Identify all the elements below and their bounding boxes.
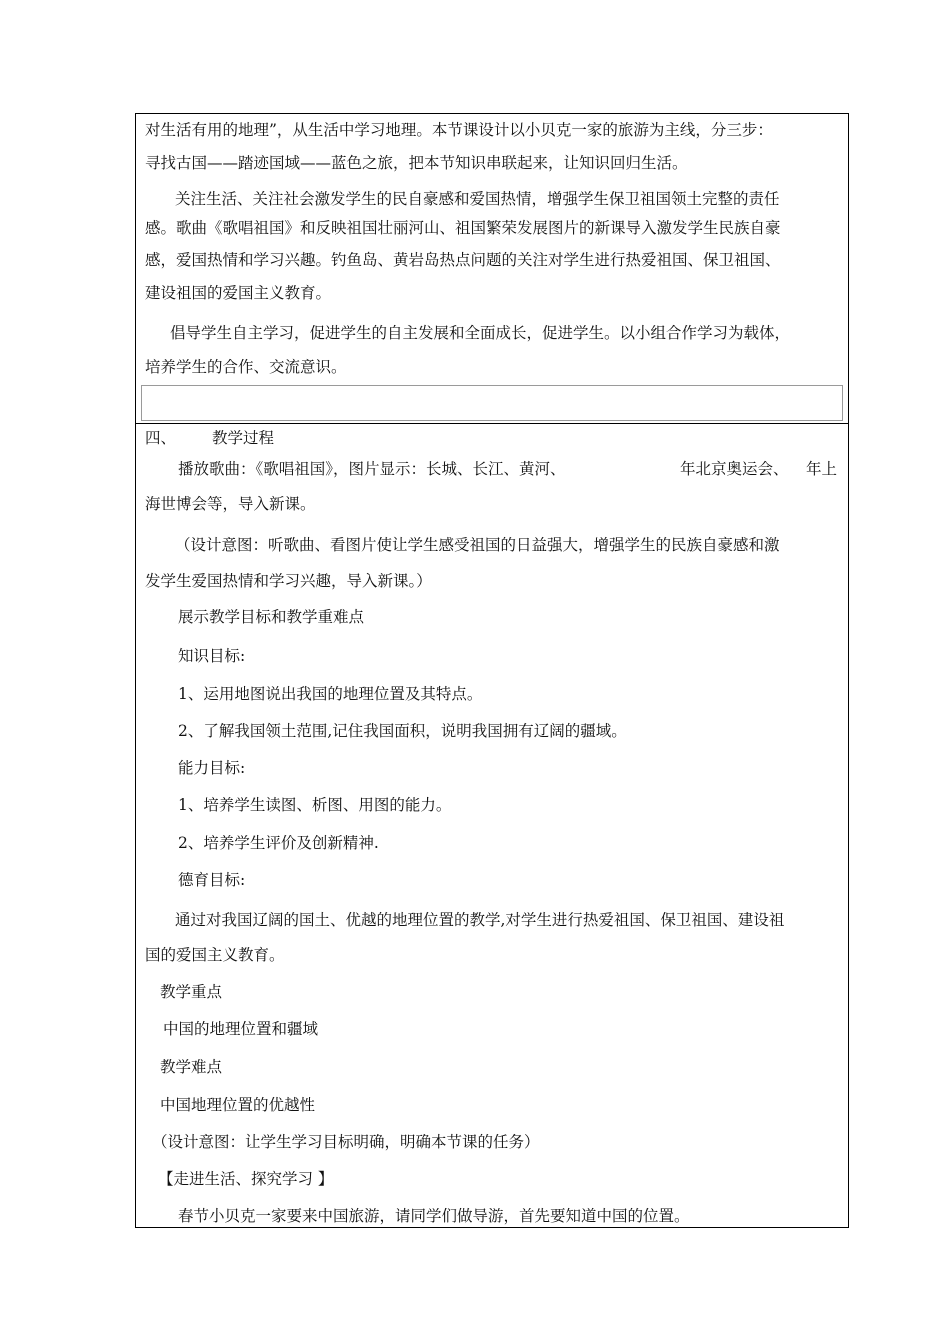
- intro-text: 播放歌曲：《歌唱祖国》，图片显示：长城、长江、黄河、: [178, 460, 566, 478]
- ability-goal-label: 能力目标:: [178, 759, 246, 777]
- paragraph-line: 倡导学生自主学习，促进学生的自主发展和全面成长，促进学生。以小组合作学习为载体，: [170, 324, 791, 342]
- design-intent: （设计意图：让学生学习目标明确，明确本节课的任务）: [152, 1133, 540, 1151]
- paragraph-line: 建设祖国的爱国主义教育。: [145, 284, 332, 302]
- intro-text: 年上: [806, 460, 838, 478]
- ability-item: 2、培养学生评价及创新精神.: [178, 834, 379, 852]
- design-intent: （设计意图：听歌曲、看图片使让学生感受祖国的日益强大，增强学生的民族自豪感和激: [175, 536, 780, 554]
- moral-text: 国的爱国主义教育。: [145, 946, 285, 964]
- paragraph-line: 对生活有用的地理”，从生活中学习地理。本节课设计以小贝克一家的旅游为主线，分三步：: [145, 121, 773, 139]
- paragraph-line: 寻找古国——踏迹国域——蓝色之旅，把本节知识串联起来，让知识回归生活。: [145, 154, 688, 172]
- paragraph-line: 感。歌曲《歌唱祖国》和反映祖国壮丽河山、祖国繁荣发展图片的新课导入激发学生民族自豪: [145, 219, 781, 237]
- explore-heading: 【走进生活、探究学习 】: [158, 1170, 334, 1188]
- key-point-label: 教学重点: [160, 983, 223, 1001]
- section-number: 四、: [145, 429, 177, 447]
- ability-item: 1、培养学生读图、析图、用图的能力。: [178, 796, 452, 814]
- paragraph-line: 感，爱国热情和学习兴趣。钓鱼岛、黄岩岛热点问题的关注对学生进行热爱祖国、保卫祖国、: [145, 251, 781, 269]
- moral-goal-label: 德育目标:: [178, 871, 246, 889]
- knowledge-goal-label: 知识目标:: [178, 647, 246, 665]
- empty-table-row: [141, 385, 843, 421]
- key-point-text: 中国的地理位置和疆域: [163, 1020, 319, 1038]
- knowledge-item: 2、了解我国领土范围,记住我国面积，说明我国拥有辽阔的疆域。: [178, 722, 627, 740]
- section-title: 教学过程: [212, 429, 275, 447]
- intro-text: 年北京奥运会、: [680, 460, 789, 478]
- paragraph-line: 关注生活、关注社会激发学生的民自豪感和爱国热情，增强学生保卫祖国领土完整的责任: [175, 190, 780, 208]
- design-intent: 发学生爱国热情和学习兴趣，导入新课。）: [145, 572, 432, 590]
- difficulty-label: 教学难点: [160, 1058, 223, 1076]
- show-goals-label: 展示教学目标和教学重难点: [178, 608, 365, 626]
- moral-text: 通过对我国辽阔的国土、优越的地理位置的教学,对学生进行热爱祖国、保卫祖国、建设祖: [175, 911, 785, 929]
- explore-text: 春节小贝克一家要来中国旅游，请同学们做导游，首先要知道中国的位置。: [178, 1207, 690, 1225]
- paragraph-line: 培养学生的合作、交流意识。: [145, 358, 347, 376]
- knowledge-item: 1、运用地图说出我国的地理位置及其特点。: [178, 685, 483, 703]
- difficulty-text: 中国地理位置的优越性: [160, 1096, 316, 1114]
- intro-text: 海世博会等，导入新课。: [145, 495, 316, 513]
